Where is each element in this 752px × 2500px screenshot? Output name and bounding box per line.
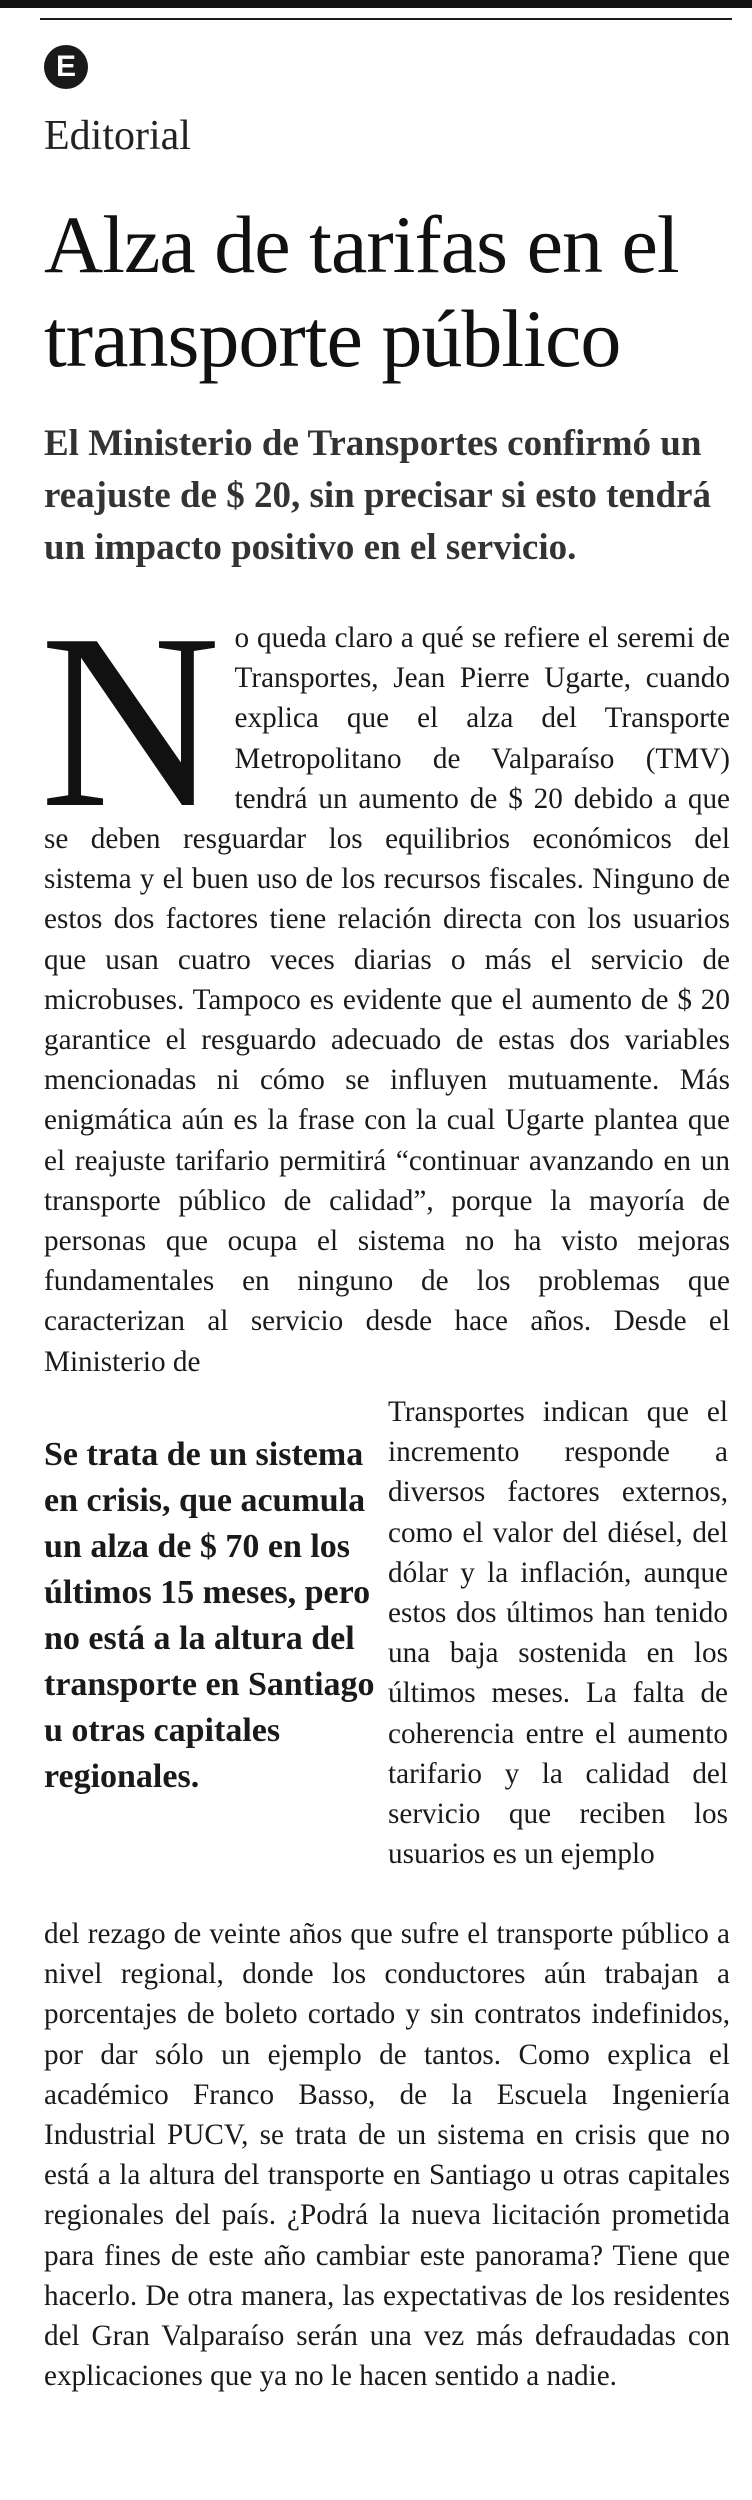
drop-cap: N: [40, 583, 221, 860]
paragraph-2: Transportes indican que el incremento responde a diversos factores externos, como el valor del diésel, del dólar y la inflación, aunque estos dos últimos han tenido una baja sostenida en los últimos meses. La falta de coherencia entre el aumento tarifario y la calidad del servicio que reciben los usuarios es un ejemplo: [388, 1396, 728, 1871]
paragraph-3: del rezago de veinte años que sufre el transporte público a nivel regional, donde los conductores aún trabajan a porcentajes de boleto cortado y sin contratos indefinidos, por dar sólo un ejemplo de tantos. Como explica el académico Franco Basso, de la Escuela Ingeniería Industrial PUCV, se trata de un sistema en crisis que no está a la altura del transporte en Santiago u otras capitales regionales del país. ¿Podrá la nueva licitación prometida para fines de este año cambiar este panorama? Tiene que hacerlo. De otra manera, las expectativas de los residentes del Gran Valparaíso serán una vez más defraudadas con explicaciones que ya no le hacen sentido a nadie.: [44, 1918, 730, 2393]
editorial-badge-icon: E: [44, 45, 88, 89]
top-rule: [0, 0, 752, 8]
paragraph-1: o queda claro a qué se refiere el seremi de Transportes, Jean Pierre Ugarte, cuando explica que el alza del Transporte Metropolitano de Valparaíso (TMV) tendrá un aumento de $ 20 debido a que se deben resguardar los equilibrios económicos del sistema y el buen uso de los recursos fiscales. Ninguno de estos dos factores tiene relación directa con los usuarios que usan cuatro veces diarias o más el servicio de microbuses. Tampoco es evidente que el aumento de $ 20 garantice el resguardo adecuado de estas dos variables mencionadas ni cómo se influyen mutuamente. Más enigmática aún es la frase con la cual Ugarte plantea que el reajuste tarifario permitirá “continuar avanzando en un transporte público de calidad”, porque la mayoría de personas que ocupa el sistema no ha visto mejoras fundamentales en ninguno de los problemas que caracterizan al servicio desde hace años. Desde el Ministerio de: [44, 622, 730, 1378]
header-divider: [40, 18, 732, 20]
section-label: Editorial: [44, 113, 191, 159]
article-body-top: [40, 583, 730, 1382]
headline: Alza de tarifas en el transporte público: [44, 199, 679, 384]
pull-quote: Se trata de un sistema en crisis, que acumula un alza de $ 70 en los últimos 15 meses, pero no está a la altura del transporte en Santiago u otras capitales regionales.: [44, 1436, 375, 1795]
subheadline: El Ministerio de Transportes confirmó un reajuste de $ 20, sin precisar si esto tendrá un impacto positivo en el servicio.: [44, 423, 711, 568]
